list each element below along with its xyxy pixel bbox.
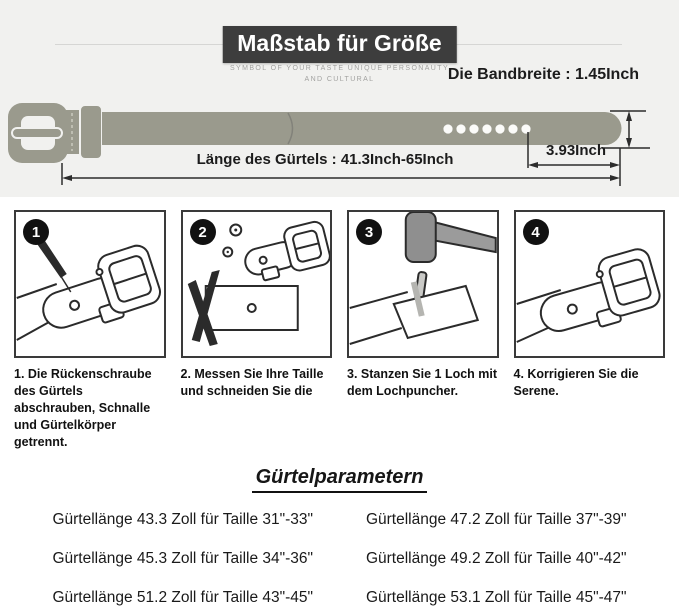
parameters-heading: Gürtelparametern [252, 466, 428, 493]
band-width-label: Die Bandbreite : 1.45Inch [447, 66, 639, 83]
step-number-badge: 2 [190, 219, 216, 245]
step-panel-4 [514, 210, 666, 358]
belt-keeper [80, 105, 102, 159]
size-row: Gürtellänge 53.1 Zoll für Taille 45"-47" [365, 589, 627, 607]
step-number-badge: 3 [356, 219, 382, 245]
buckle-prong [12, 128, 62, 138]
step-number-badge: 4 [523, 219, 549, 245]
tagline-line2: AND CULTURAL [304, 75, 375, 83]
tagline-line1: SYMBOL OF YOUR TASTE UNIQUE PERSONAUTY [229, 65, 450, 72]
size-row: Gürtellänge 47.2 Zoll für Taille 37"-39" [365, 511, 627, 529]
step-2-text: 2. Messen Sie Ihre Taille und schneiden Sie die [180, 367, 324, 398]
size-table [0, 511, 679, 607]
size-row: Gürtellänge 43.3 Zoll für Taille 31"-33" [52, 511, 314, 529]
step-panel-3 [347, 210, 499, 358]
step-3-text: 3. Stanzen Sie 1 Loch mit dem Lochpuncher. [347, 367, 498, 398]
size-row: Gürtellänge 45.3 Zoll für Taille 34"-36" [52, 550, 314, 568]
brand-tagline [190, 64, 490, 85]
step-panel-2 [181, 210, 333, 358]
belt-strap [102, 112, 622, 145]
hero-section [0, 0, 679, 197]
step-1-text: 1. Die Rückenschraube des Gürtels abschrauben, Schnalle und Gürtelkörper getrennt. [14, 367, 152, 449]
step-number-badge: 1 [23, 219, 49, 245]
step-4-text: 4. Korrigieren Sie die Serene. [513, 367, 639, 398]
size-row: Gürtellänge 49.2 Zoll für Taille 40"-42" [365, 550, 627, 568]
instruction-panels [0, 210, 679, 358]
size-row: Gürtellänge 51.2 Zoll für Taille 43"-45" [52, 589, 314, 607]
step-panel-1 [14, 210, 166, 358]
step-instructions [0, 366, 679, 450]
tip-length-label: 3.93Inch [545, 142, 607, 159]
parameters-section [0, 466, 679, 493]
page-title: Maßstab für Größe [222, 26, 456, 63]
belt-length-label: Länge des Gürtels : 41.3Inch-65Inch [196, 151, 454, 168]
